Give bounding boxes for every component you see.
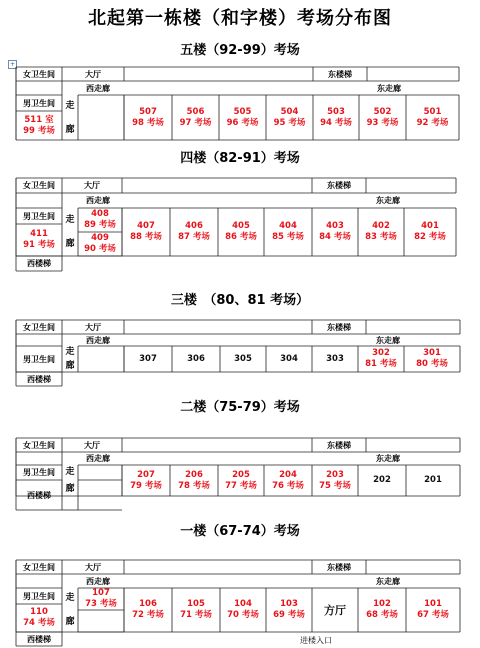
classroom: [124, 588, 172, 632]
exam-number: 75 考场: [319, 480, 351, 491]
classroom: [312, 346, 358, 372]
room-number: 107: [92, 588, 110, 598]
room-number: 505: [233, 106, 252, 117]
exam-number: 96 考场: [226, 117, 259, 128]
room-number: 102: [373, 599, 391, 609]
room-number: 207: [137, 469, 155, 480]
room-number: 502: [373, 106, 392, 117]
classroom: [359, 95, 406, 140]
room-number: 408: [91, 209, 109, 219]
hall: 大厅: [85, 69, 101, 79]
room-number: 405: [232, 221, 250, 231]
exam-number: 95 考场: [273, 117, 306, 128]
room-number: 506: [186, 106, 205, 117]
male-restroom: 男卫生间: [23, 211, 55, 221]
east-corridor: 东走廊: [377, 83, 401, 93]
west-corridor: 西走廊: [86, 83, 110, 93]
room-number: 411: [30, 229, 48, 239]
male-restroom: 男卫生间: [23, 468, 55, 477]
exam-number: 85 考场: [272, 232, 304, 242]
east-stairs: 东楼梯: [327, 181, 351, 190]
classroom: [264, 208, 312, 256]
east-stairs: 东楼梯: [327, 322, 351, 332]
east-stairs: 东楼梯: [327, 562, 351, 572]
room-number: 103: [280, 599, 298, 609]
stacked-classroom: [78, 588, 124, 610]
classroom: [172, 346, 220, 372]
exam-number: 79 考场: [130, 480, 162, 491]
room-number: 401: [421, 221, 439, 231]
corridor-char: 走: [65, 467, 75, 477]
corridor-char: 廊: [65, 484, 75, 494]
classroom: [312, 208, 358, 256]
room-number: 106: [139, 599, 157, 609]
floor-heading: 五楼（92-99）考场: [180, 42, 300, 58]
classroom: [358, 346, 404, 372]
east-corridor: 东走廊: [376, 335, 400, 345]
stacked-classroom: [78, 208, 122, 232]
exam-number: 86 考场: [225, 232, 257, 242]
room-number: 407: [137, 221, 155, 231]
female-restroom: 女卫生间: [23, 181, 55, 190]
exam-number: 98 考场: [132, 117, 164, 128]
room-number: 205: [232, 469, 250, 480]
exam-number: 87 考场: [178, 232, 210, 242]
male-restroom: 男卫生间: [23, 354, 55, 364]
room-number: 306: [187, 353, 205, 364]
classroom: [219, 95, 266, 140]
room-number: 403: [326, 221, 344, 231]
room-number: 110: [30, 607, 48, 617]
classroom: [264, 465, 312, 496]
room-number: 504: [280, 106, 299, 117]
east-stairs: 东楼梯: [327, 440, 351, 450]
classroom: [170, 208, 218, 256]
page-title: 北起第一栋楼（和字楼）考场分布图: [88, 8, 392, 29]
floor-heading: 三楼 （80、81 考场）: [170, 292, 310, 308]
female-restroom: 女卫生间: [23, 562, 55, 572]
exam-number: 77 考场: [225, 480, 257, 491]
corridor-char: 走: [65, 593, 75, 603]
exam-number: 92 考场: [416, 117, 449, 128]
male-restroom: 男卫生间: [23, 98, 55, 108]
exam-number: 71 考场: [180, 610, 212, 620]
classroom: [218, 465, 264, 496]
left-classroom: [16, 224, 62, 256]
exam-number: 88 考场: [130, 232, 162, 242]
room-number: 406: [185, 221, 203, 231]
floor-heading: 四楼（82-91）考场: [180, 150, 300, 166]
exam-number: 82 考场: [414, 232, 446, 242]
hall: 大厅: [85, 562, 101, 572]
east-corridor: 东走廊: [376, 454, 400, 463]
west-corridor: 西走廊: [86, 576, 110, 586]
room-number: 307: [139, 353, 157, 364]
classroom: [172, 588, 220, 632]
room-number: 302: [372, 348, 390, 358]
exam-number: 97 考场: [179, 117, 212, 128]
east-stairs: 东楼梯: [328, 69, 352, 79]
room-number: 101: [424, 599, 442, 609]
east-corridor: 东走廊: [376, 576, 400, 586]
room-number: 404: [279, 221, 297, 231]
exam-number: 83 考场: [365, 232, 397, 242]
exam-number: 89 考场: [84, 220, 116, 230]
corridor-vertical-label: [62, 465, 78, 496]
room-number: 402: [372, 221, 390, 231]
exam-number: 94 考场: [320, 117, 352, 128]
exam-number: 99 考场: [23, 125, 55, 136]
room-number: 203: [326, 469, 344, 480]
classroom: [358, 208, 404, 256]
female-restroom: 女卫生间: [23, 322, 55, 332]
room-number: 303: [326, 353, 344, 364]
corridor-char: 走: [65, 215, 75, 225]
classroom: [124, 95, 172, 140]
room-number: 105: [187, 599, 205, 609]
male-restroom: 男卫生间: [23, 591, 55, 601]
corridor-vertical-label: [62, 208, 78, 256]
classroom: [124, 346, 172, 372]
west-corridor: 西走廊: [86, 196, 110, 205]
exam-number: 81 考场: [365, 359, 397, 369]
exam-number: 67 考场: [417, 610, 449, 620]
hall: 大厅: [85, 322, 101, 332]
classroom: [218, 208, 264, 256]
exam-number: 78 考场: [178, 480, 210, 491]
corridor-char: 廊: [65, 617, 75, 627]
room-number: 方厅: [324, 603, 346, 617]
classroom: [404, 346, 460, 372]
west-stairs: 西楼梯: [27, 259, 51, 268]
west-stairs: 西楼梯: [27, 634, 51, 644]
room-number: 206: [185, 469, 203, 480]
classroom: [122, 208, 170, 256]
classroom: [266, 95, 313, 140]
corridor-char: 廊: [65, 361, 75, 371]
room-number: 301: [423, 348, 441, 358]
classroom: [312, 465, 358, 496]
exam-number: 90 考场: [84, 244, 116, 254]
room-number: 202: [373, 475, 391, 485]
classroom: [404, 208, 456, 256]
hall: 大厅: [84, 181, 100, 190]
exam-number: 91 考场: [23, 240, 55, 250]
classroom: [220, 588, 266, 632]
exam-number: 80 考场: [416, 359, 448, 369]
hall: 大厅: [84, 440, 100, 450]
classroom: [266, 588, 312, 632]
west-corridor: 西走廊: [86, 454, 110, 463]
classroom: [122, 465, 170, 496]
room-number: 501: [423, 106, 442, 117]
exam-number: 84 考场: [319, 232, 351, 242]
corridor-vertical-label: [62, 346, 78, 372]
exam-number: 69 考场: [273, 610, 305, 620]
floor-heading: 一楼（67-74）考场: [180, 523, 300, 539]
exam-number: 73 考场: [85, 599, 117, 609]
female-restroom: 女卫生间: [23, 69, 55, 79]
exam-number: 74 考场: [23, 618, 55, 628]
room-number: 503: [327, 106, 345, 117]
room-number: 304: [280, 353, 298, 364]
female-restroom: 女卫生间: [23, 440, 55, 450]
table-anchor-icon: +: [9, 61, 16, 68]
classroom: [312, 588, 358, 632]
stacked-classroom: [78, 232, 122, 256]
classroom: [220, 346, 266, 372]
west-stairs: 西楼梯: [27, 490, 51, 500]
room-number: 507: [139, 106, 157, 117]
corridor-char: 走: [65, 347, 75, 357]
classroom: [172, 95, 219, 140]
room-number: 305: [234, 353, 252, 364]
corridor-char: 廊: [65, 239, 75, 249]
corridor-vertical-label: [62, 95, 78, 140]
classroom: [313, 95, 359, 140]
building-entrance: 进楼入口: [300, 635, 332, 645]
room-number: 201: [424, 475, 442, 485]
exam-number: 93 考场: [366, 117, 399, 128]
classroom: [406, 465, 460, 496]
classroom: [266, 346, 312, 372]
corridor-vertical-label: [62, 588, 78, 632]
left-classroom: [16, 604, 62, 632]
classroom: [358, 465, 406, 496]
room-number: 511 室: [24, 114, 54, 125]
east-corridor: 东走廊: [376, 196, 400, 205]
floor-heading: 二楼（75-79）考场: [180, 399, 300, 415]
corridor-char: 廊: [65, 124, 75, 135]
classroom: [406, 588, 460, 632]
exam-number: 68 考场: [366, 610, 398, 620]
room-number: 104: [234, 599, 252, 609]
exam-number: 70 考场: [227, 610, 259, 620]
west-stairs: 西楼梯: [27, 374, 51, 384]
west-corridor: 西走廊: [86, 335, 110, 345]
room-number: 204: [279, 469, 297, 480]
room-number: 409: [91, 233, 109, 243]
classroom: [406, 95, 459, 140]
classroom: [170, 465, 218, 496]
classroom: [358, 588, 406, 632]
exam-number: 72 考场: [132, 610, 164, 620]
corridor-char: 走: [65, 100, 75, 111]
left-classroom: [16, 111, 62, 140]
exam-number: 76 考场: [272, 480, 304, 491]
